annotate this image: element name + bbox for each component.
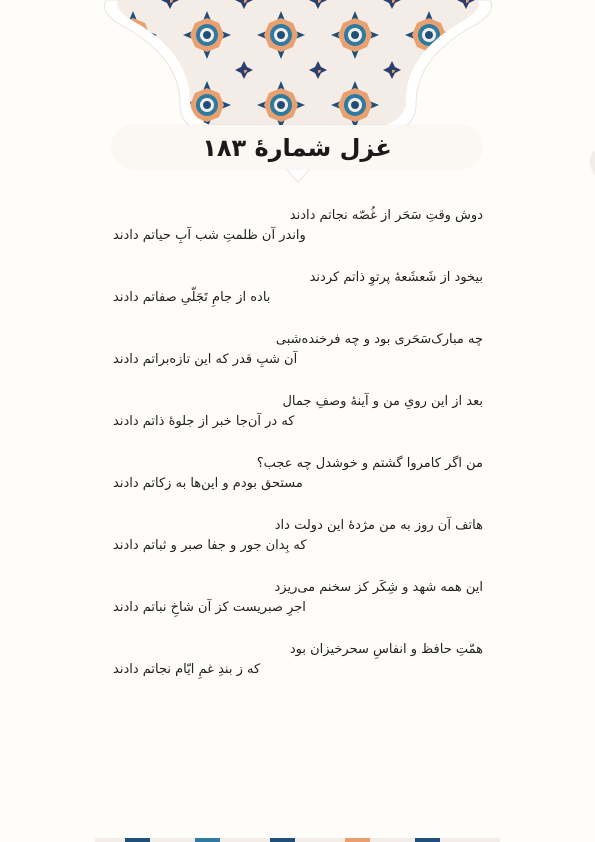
couplet [113, 454, 483, 516]
second-hemistich: که در آن‌جا خبر از جلوهٔ ذاتم دادند [113, 414, 295, 429]
poem-body [113, 206, 483, 702]
first-hemistich: بعد از این رویِ من و آینهٔ وصفِ جمال [282, 394, 483, 409]
couplet [113, 640, 483, 702]
first-hemistich: همّتِ حافظ و انفاسِ سحرخیزان بود [289, 642, 483, 657]
couplet [113, 392, 483, 454]
first-hemistich: دوش وقتِ سَحَر از غُصّه نجاتم دادند [289, 208, 483, 223]
page-edge-decoration [583, 150, 595, 176]
second-hemistich: اجرِ صبریست کز آن شاخِ نباتم دادند [113, 600, 306, 615]
footer-tile-ornament [95, 838, 500, 842]
couplet [113, 578, 483, 640]
first-hemistich: این همه شهد و شِکَر کز سخنم می‌ریزد [274, 580, 483, 595]
couplet [113, 516, 483, 578]
second-hemistich: آن شبِ قدر که این تازه‌براتم دادند [113, 352, 298, 367]
first-hemistich: هاتف آن روز به من مژدهٔ این دولت داد [274, 518, 483, 533]
page-title: غزل شمارهٔ ۱۸۳ [202, 134, 392, 162]
couplet [113, 268, 483, 330]
first-hemistich: چه مبارک‌سَحَری بود و چه فرخنده‌شبی [275, 332, 483, 347]
first-hemistich: بیخود از شَعشَعهٔ پرتوِ ذاتم کردند [309, 270, 483, 285]
second-hemistich: مستحق بودم و این‌ها به زکاتم دادند [113, 476, 303, 491]
second-hemistich: که بِدان جور و جفا صبر و ثباتم دادند [113, 538, 307, 553]
second-hemistich: باده از جامِ تَجَلّیِ صفاتم دادند [113, 290, 271, 305]
first-hemistich: من اگر کامروا گشتم و خوشدل چه عجب؟ [256, 456, 483, 471]
couplet [113, 206, 483, 268]
second-hemistich: واندر آن ظلمتِ شب آبِ حیاتم دادند [113, 228, 306, 243]
second-hemistich: که ز بندِ غمِ ایّام نجاتم دادند [113, 662, 261, 677]
couplet [113, 330, 483, 392]
